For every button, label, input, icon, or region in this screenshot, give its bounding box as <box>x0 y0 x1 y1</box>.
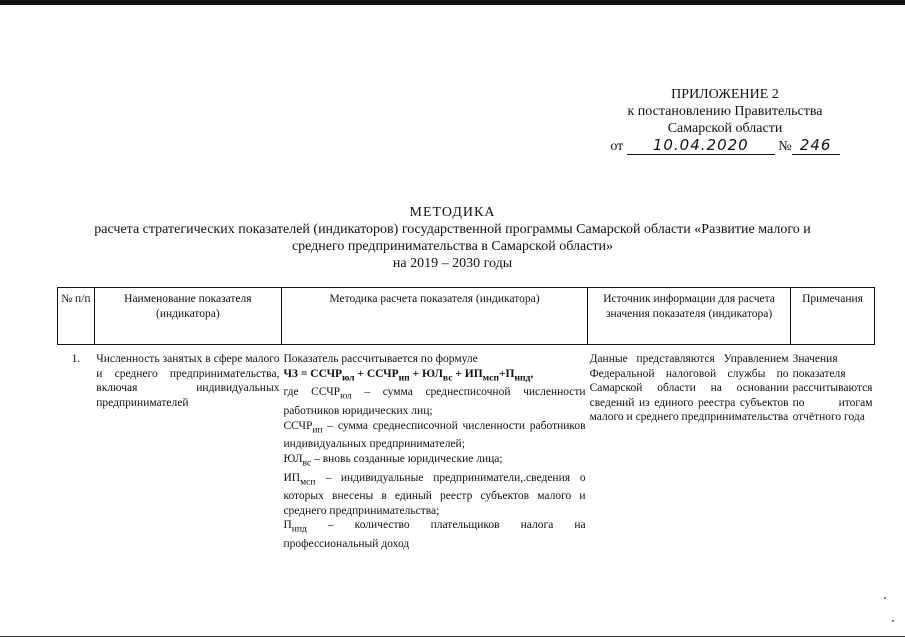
appendix-decree: к постановлению Правительства <box>627 104 823 119</box>
row-notes: Значения показателя рассчитываются по итогам отчётного года <box>792 353 873 423</box>
title-heading: МЕТОДИКА <box>409 205 496 220</box>
title-line-3: среднего предпринимательства в Самарской области» <box>291 239 614 254</box>
appendix-title: ПРИЛОЖЕНИЕ 2 <box>671 87 779 102</box>
scan-speck <box>892 620 894 622</box>
scan-speck <box>884 597 886 599</box>
method-def-ip-msp: $ИП_{мсп}$ – индивидуальные предприниматели,.сведения о которых внесены в единый реестр субъектов малого и среднего предпринимательства; <box>283 471 586 517</box>
date-prefix: от <box>610 139 624 154</box>
row-indicator-name: Численность занятых в сфере малого и среднего предпринимательства, включая индивидуальных предпринимателей <box>96 353 280 409</box>
row-method <box>281 349 587 555</box>
method-intro: Показатель рассчитывается по формуле <box>283 353 478 365</box>
table-header-row <box>58 288 875 345</box>
table-row <box>58 349 875 555</box>
header-source: Источник информации для расчета значения показателя (индикатора) <box>588 288 791 345</box>
header-name: Наименование показателя (индикатора) <box>94 288 281 345</box>
row-num: 1. <box>71 353 81 365</box>
methodology-table <box>57 287 875 555</box>
header-method: Методика расчета показателя (индикатора) <box>281 288 587 345</box>
scan-top-border <box>0 0 905 5</box>
method-formula: ЧЗ = $ССЧР_{юл}$ + $ССЧР_{ип} + ЮЛ_{вс} + ИП_{мсп}+П_{нпд}$, <box>283 367 534 383</box>
header-num: № п/п <box>58 288 95 345</box>
appendix-region: Самарской области <box>667 121 783 136</box>
number-value: 246 <box>792 137 840 155</box>
title-line-4: на 2019 – 2030 годы <box>392 256 513 271</box>
method-def-ul-vs: $ЮЛ_{вс}$ – вновь созданные юридические лица; <box>283 452 503 469</box>
method-def-ssch-ip: $ССЧР_{ип}$ – сумма среднесписочной численности работников индивидуальных предпринимателей; <box>283 419 586 451</box>
scan-bottom-border <box>0 636 905 637</box>
method-def-ssch-ul: где $ССЧР_{юл}$ – сумма среднесписочной численности работников юридических лиц; <box>283 386 586 418</box>
date-value: 10.04.2020 <box>627 137 775 155</box>
header-notes: Примечания <box>791 288 875 345</box>
row-source: Данные представляются Управлением Федеральной налоговой службы по Самарской области на основании сведений из единого реестра субъектов малого и среднего предпринимательства <box>589 353 789 423</box>
document-title <box>40 204 865 272</box>
number-prefix: № <box>778 139 792 154</box>
appendix-date-number <box>560 137 890 155</box>
appendix-header <box>560 86 890 155</box>
method-def-p-npd: $П_{нпд}$ – количество плательщиков налога на профессиональный доход <box>283 519 586 551</box>
title-line-2: расчета стратегических показателей (индикаторов) государственной программы Самарской области «Развитие малого и <box>94 222 811 237</box>
